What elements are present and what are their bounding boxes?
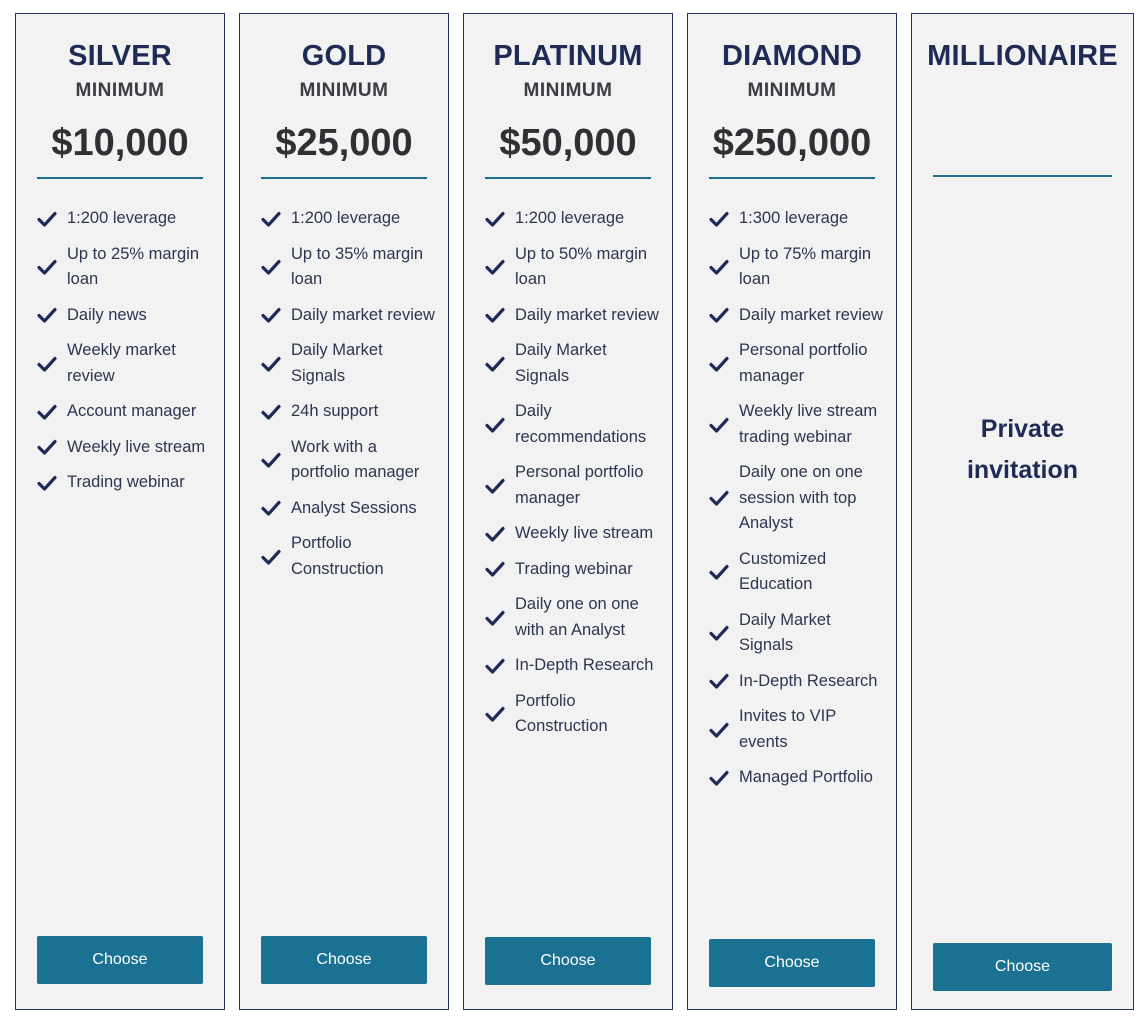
feature-label: Trading webinar [67, 473, 185, 491]
feature-label: Up to 25% margin loan [67, 244, 200, 288]
check-icon [37, 439, 57, 455]
feature-list [709, 206, 886, 801]
plan-title: PLATINUM [493, 40, 643, 72]
feature-label: Up to 50% margin loan [515, 244, 648, 288]
feature-item [37, 399, 214, 425]
feature-item [709, 704, 886, 755]
plan-price: $10,000 [51, 122, 189, 164]
check-icon [485, 658, 505, 674]
check-icon [709, 356, 729, 372]
plan-minimum-label: MINIMUM [747, 80, 837, 101]
check-icon [485, 706, 505, 722]
check-icon [485, 478, 505, 494]
feature-item [261, 206, 438, 232]
feature-list [485, 206, 662, 750]
check-icon [709, 307, 729, 323]
choose-button-millionaire[interactable]: Choose [933, 943, 1112, 991]
feature-item [37, 303, 214, 329]
check-icon [485, 561, 505, 577]
plan-price: $50,000 [499, 122, 637, 164]
check-icon [709, 564, 729, 580]
feature-label: In-Depth Research [515, 656, 654, 674]
feature-item [485, 338, 662, 389]
check-icon [261, 307, 281, 323]
feature-list [37, 206, 214, 506]
feature-item [485, 303, 662, 329]
feature-item [709, 242, 886, 293]
check-icon [709, 722, 729, 738]
plan-title: DIAMOND [722, 40, 862, 72]
feature-label: Account manager [67, 402, 197, 420]
feature-item [485, 521, 662, 547]
feature-item [485, 460, 662, 511]
feature-label: 1:200 leverage [515, 209, 625, 227]
feature-label: Daily market review [515, 305, 659, 324]
check-icon [37, 475, 57, 491]
private-invitation-text [912, 409, 1133, 491]
feature-item [37, 206, 214, 232]
feature-item [261, 338, 438, 389]
feature-label: Customized Education [739, 549, 827, 593]
check-icon [485, 526, 505, 542]
check-icon [37, 404, 57, 420]
feature-label: Daily one on one with an Analyst [515, 595, 639, 639]
plan-card-gold [239, 13, 449, 1010]
plan-card-millionaire [911, 13, 1134, 1010]
plan-title: GOLD [301, 40, 387, 72]
feature-label: Up to 35% margin loan [291, 244, 424, 288]
feature-label: Daily one on one session with top Analyst [739, 463, 863, 532]
plan-minimum-label: MINIMUM [299, 80, 389, 101]
check-icon [485, 610, 505, 626]
check-icon [485, 211, 505, 227]
plan-divider [37, 177, 203, 179]
feature-label: Daily recommendations [515, 402, 647, 446]
check-icon [709, 211, 729, 227]
feature-label: In-Depth Research [739, 671, 878, 690]
feature-label: Managed Portfolio [739, 768, 873, 786]
check-icon [261, 356, 281, 372]
feature-label: Work with a portfolio manager [291, 437, 420, 481]
check-icon [37, 259, 57, 275]
check-icon [37, 211, 57, 227]
feature-item [709, 608, 886, 659]
check-icon [485, 259, 505, 275]
feature-item [37, 470, 214, 496]
check-icon [485, 356, 505, 372]
feature-label: Trading webinar [515, 559, 633, 578]
plan-divider [709, 177, 875, 179]
check-icon [709, 417, 729, 433]
feature-list [261, 206, 438, 592]
plan-divider [485, 177, 651, 179]
feature-item [709, 206, 886, 232]
feature-label: Daily Market Signals [515, 341, 607, 385]
private-invitation-label: Private invitation [966, 415, 1079, 484]
feature-label: Daily Market Signals [739, 610, 831, 654]
feature-label: Portfolio Construction [515, 691, 608, 735]
plan-card-silver [15, 13, 225, 1010]
feature-label: Portfolio Construction [291, 534, 384, 578]
plan-card-platinum [463, 13, 673, 1010]
plan-divider [933, 175, 1112, 177]
feature-item [261, 435, 438, 486]
feature-item [261, 399, 438, 425]
feature-label: Daily market review [291, 305, 435, 324]
feature-item [37, 242, 214, 293]
check-icon [37, 356, 57, 372]
check-icon [709, 625, 729, 641]
feature-label: Daily news [67, 305, 147, 324]
plan-price: $25,000 [275, 122, 413, 164]
check-icon [485, 307, 505, 323]
feature-item [37, 435, 214, 461]
feature-item [485, 557, 662, 583]
feature-label: Personal portfolio manager [739, 341, 868, 385]
feature-item [261, 242, 438, 293]
feature-label: Up to 75% margin loan [739, 244, 872, 288]
feature-item [261, 496, 438, 522]
feature-label: 24h support [291, 402, 379, 420]
feature-item [709, 669, 886, 695]
feature-label: Weekly live stream trading webinar [739, 402, 878, 446]
feature-item [709, 547, 886, 598]
feature-label: Weekly market review [67, 341, 176, 385]
feature-label: 1:300 leverage [739, 209, 849, 227]
feature-label: 1:200 leverage [291, 209, 401, 227]
check-icon [709, 259, 729, 275]
check-icon [261, 259, 281, 275]
feature-label: Daily market review [739, 305, 883, 324]
check-icon [261, 211, 281, 227]
feature-label: Personal portfolio manager [515, 463, 644, 507]
check-icon [261, 404, 281, 420]
feature-item [485, 592, 662, 643]
check-icon [709, 770, 729, 786]
plan-card-diamond [687, 13, 897, 1010]
check-icon [37, 307, 57, 323]
feature-label: Analyst Sessions [291, 498, 417, 517]
check-icon [261, 452, 281, 468]
feature-label: Daily Market Signals [291, 341, 383, 385]
feature-item [485, 689, 662, 740]
choose-button-platinum[interactable]: Choose [485, 937, 651, 985]
plan-minimum-label: MINIMUM [523, 80, 613, 101]
feature-label: Weekly live stream [515, 524, 654, 542]
feature-label: 1:200 leverage [67, 209, 177, 227]
feature-item [709, 338, 886, 389]
choose-button-silver[interactable]: Choose [37, 936, 203, 984]
check-icon [485, 417, 505, 433]
feature-item [261, 303, 438, 329]
feature-item [261, 531, 438, 582]
feature-item [709, 303, 886, 329]
plan-divider [261, 177, 427, 179]
check-icon [709, 673, 729, 689]
feature-item [709, 765, 886, 791]
check-icon [709, 490, 729, 506]
check-icon [261, 549, 281, 565]
feature-label: Weekly live stream [67, 437, 206, 456]
check-icon [261, 500, 281, 516]
feature-item [485, 653, 662, 679]
feature-item [37, 338, 214, 389]
choose-button-gold[interactable]: Choose [261, 936, 427, 984]
plan-minimum-label: MINIMUM [75, 80, 165, 101]
feature-item [709, 460, 886, 537]
feature-item [709, 399, 886, 450]
feature-item [485, 242, 662, 293]
plan-title: MILLIONAIRE [927, 40, 1118, 72]
plan-title: SILVER [68, 40, 172, 72]
choose-button-diamond[interactable]: Choose [709, 939, 875, 987]
feature-item [485, 206, 662, 232]
plan-price: $250,000 [712, 122, 872, 164]
feature-item [485, 399, 662, 450]
feature-label: Invites to VIP events [739, 707, 836, 751]
